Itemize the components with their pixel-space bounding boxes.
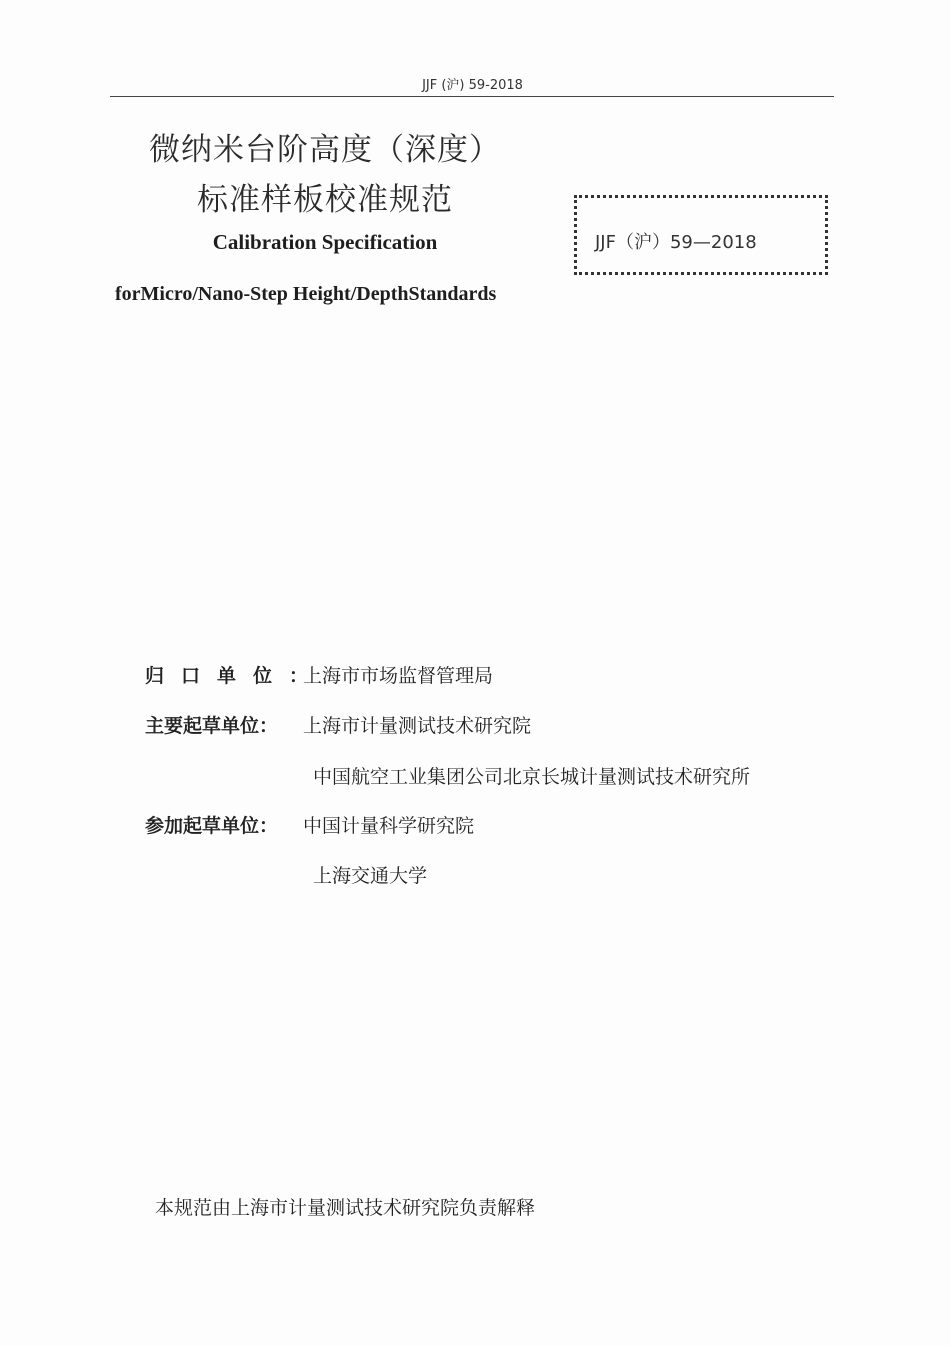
main-drafter-2: 中国航空工业集团公司北京长城计量测试技术研究所 xyxy=(313,766,751,788)
responsible-unit-value: 上海市市场监督管理局 xyxy=(303,665,494,687)
standard-code-box xyxy=(574,195,828,275)
title-english-line2: forMicro/Nano-Step Height/DepthStandards xyxy=(115,283,497,305)
responsible-unit-row xyxy=(145,661,493,688)
interpretation-note: 本规范由上海市计量测试技术研究院负责解释 xyxy=(155,1197,536,1219)
header-standard-code: JJF (沪) 59-2018 xyxy=(422,78,523,93)
participating-drafters-label: 参加起草单位： xyxy=(145,815,279,837)
main-drafters-label: 主要起草单位： xyxy=(145,715,279,737)
participating-drafter-2: 上海交通大学 xyxy=(313,865,428,887)
title-chinese-line1: 微纳米台阶高度（深度） xyxy=(149,132,501,168)
standard-code-box-text: JJF（沪）59—2018 xyxy=(595,232,757,253)
title-english-line1: Calibration Specification xyxy=(212,230,438,254)
participating-drafter-1: 中国计量科学研究院 xyxy=(303,815,475,837)
responsible-unit-label: 归口单位： xyxy=(145,665,326,687)
main-drafters-row xyxy=(145,711,531,738)
title-chinese-line2: 标准样板校准规范 xyxy=(197,182,453,218)
main-drafter-1: 上海市计量测试技术研究院 xyxy=(303,715,532,737)
participating-drafters-row xyxy=(145,811,474,838)
header-divider xyxy=(110,96,834,97)
